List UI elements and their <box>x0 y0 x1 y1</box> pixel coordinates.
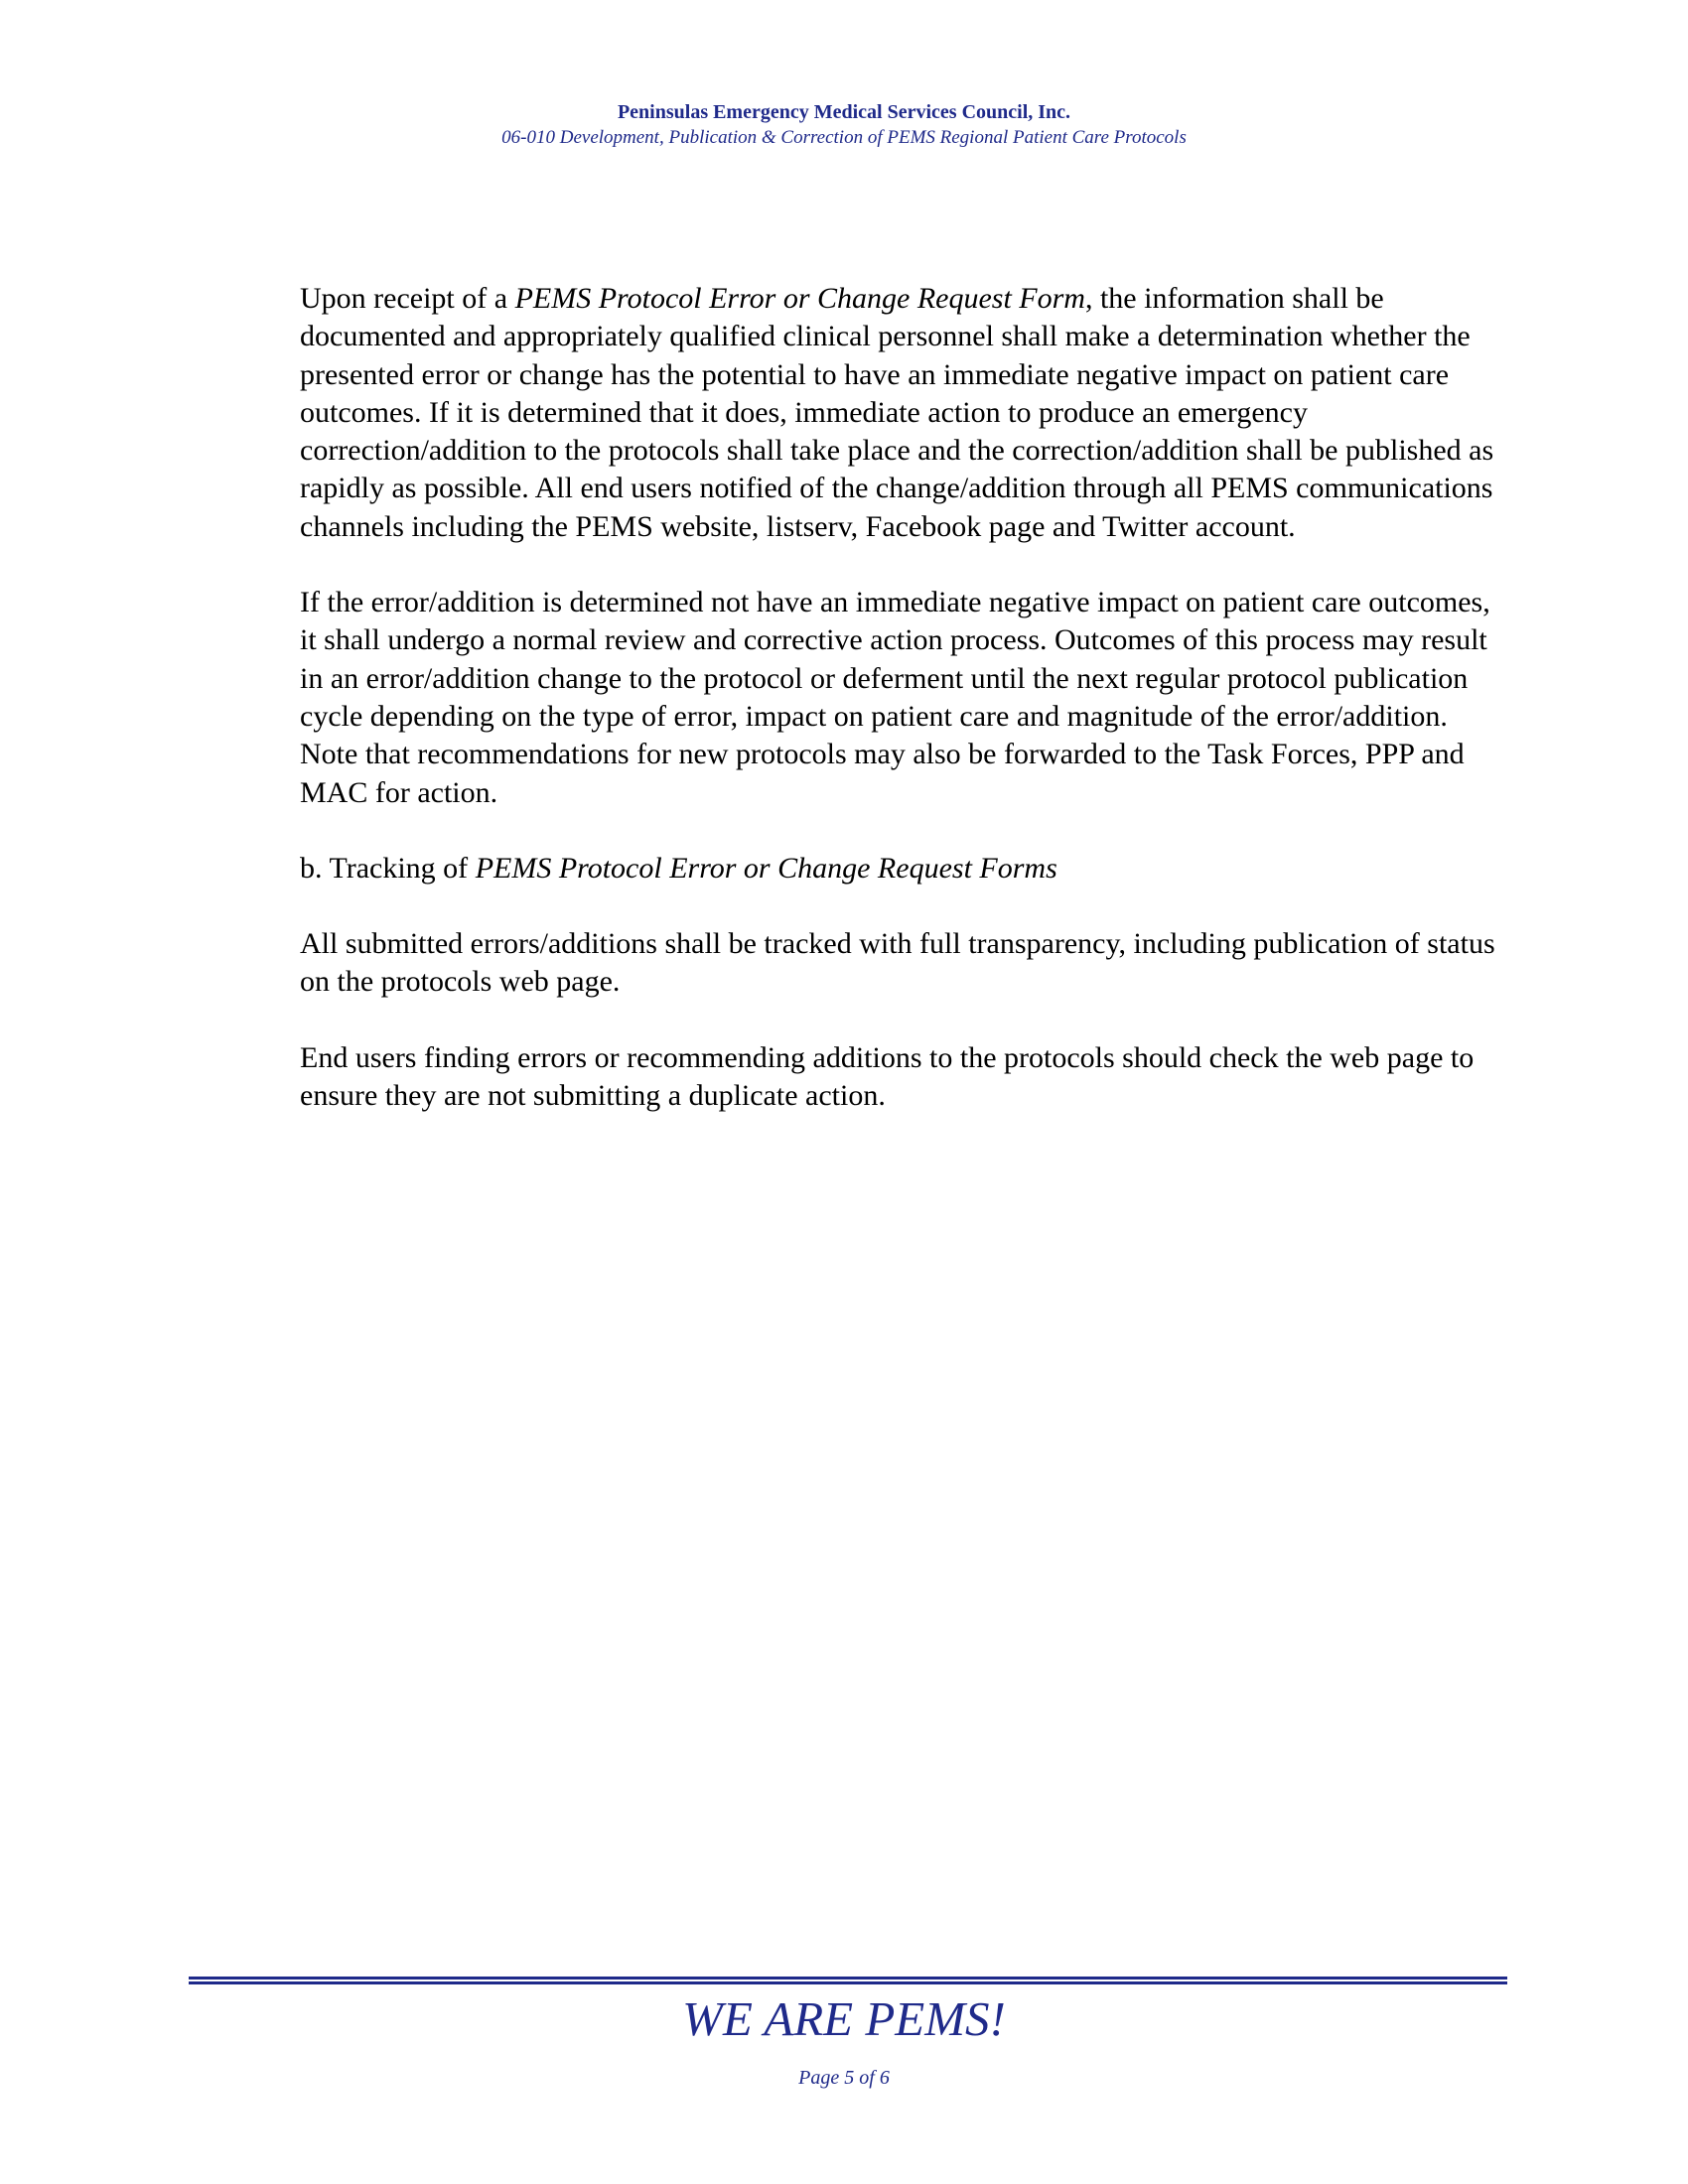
document-body <box>300 280 1511 1153</box>
organization-name: Peninsulas Emergency Medical Services Council, Inc. <box>617 101 1071 123</box>
paragraph-transparency: All submitted errors/additions shall be tracked with full transparency, including publication of status on the protocols web page. <box>300 927 1495 999</box>
form-name-italic: PEMS Protocol Error or Change Request Form <box>514 282 1085 315</box>
paragraph-text: , the information shall be documented and appropriately qualified clinical personnel shall make a determination whether the presented error or change has the potential to have an immediate negative impact on patient care outcomes. If it is determined that it does, immediate action to produce an emergency correction/addition to the protocols shall take place and the correction/addition shall be published as rapidly as possible. All end users notified of the change/addition through all PEMS communications channels including the PEMS website, listserv, Facebook page and Twitter account. <box>300 282 1494 543</box>
footer-divider <box>189 1977 1507 1984</box>
heading-text: b. Tracking of <box>300 851 476 885</box>
paragraph-text: Upon receipt of a <box>300 282 515 315</box>
footer-slogan: WE ARE PEMS! <box>682 1991 1006 2046</box>
page-number: Page 5 of 6 <box>798 2067 890 2089</box>
paragraph-normal-review: If the error/addition is determined not have an immediate negative impact on patient care outcomes, it shall undergo a normal review and corrective action process. Outcomes of this process may result in an error/addition change to the protocol or deferment until the next regular protocol publication cycle depending on the type of error, impact on patient care and magnitude of the error/addition. Note that recommendations for new protocols may also be forwarded to the Task Forces, PPP and MAC for action. <box>300 586 1490 809</box>
page-header <box>0 99 1688 151</box>
paragraph-emergency-correction <box>300 280 1511 546</box>
document-title: 06-010 Development, Publication & Correction of PEMS Regional Patient Care Protocols <box>501 127 1187 148</box>
section-heading-tracking <box>300 850 1511 887</box>
paragraph-duplicate-check: End users finding errors or recommending additions to the protocols should check the web page to ensure they are not submitting a duplicate action. <box>300 1040 1475 1113</box>
heading-italic: PEMS Protocol Error or Change Request Forms <box>475 851 1057 885</box>
